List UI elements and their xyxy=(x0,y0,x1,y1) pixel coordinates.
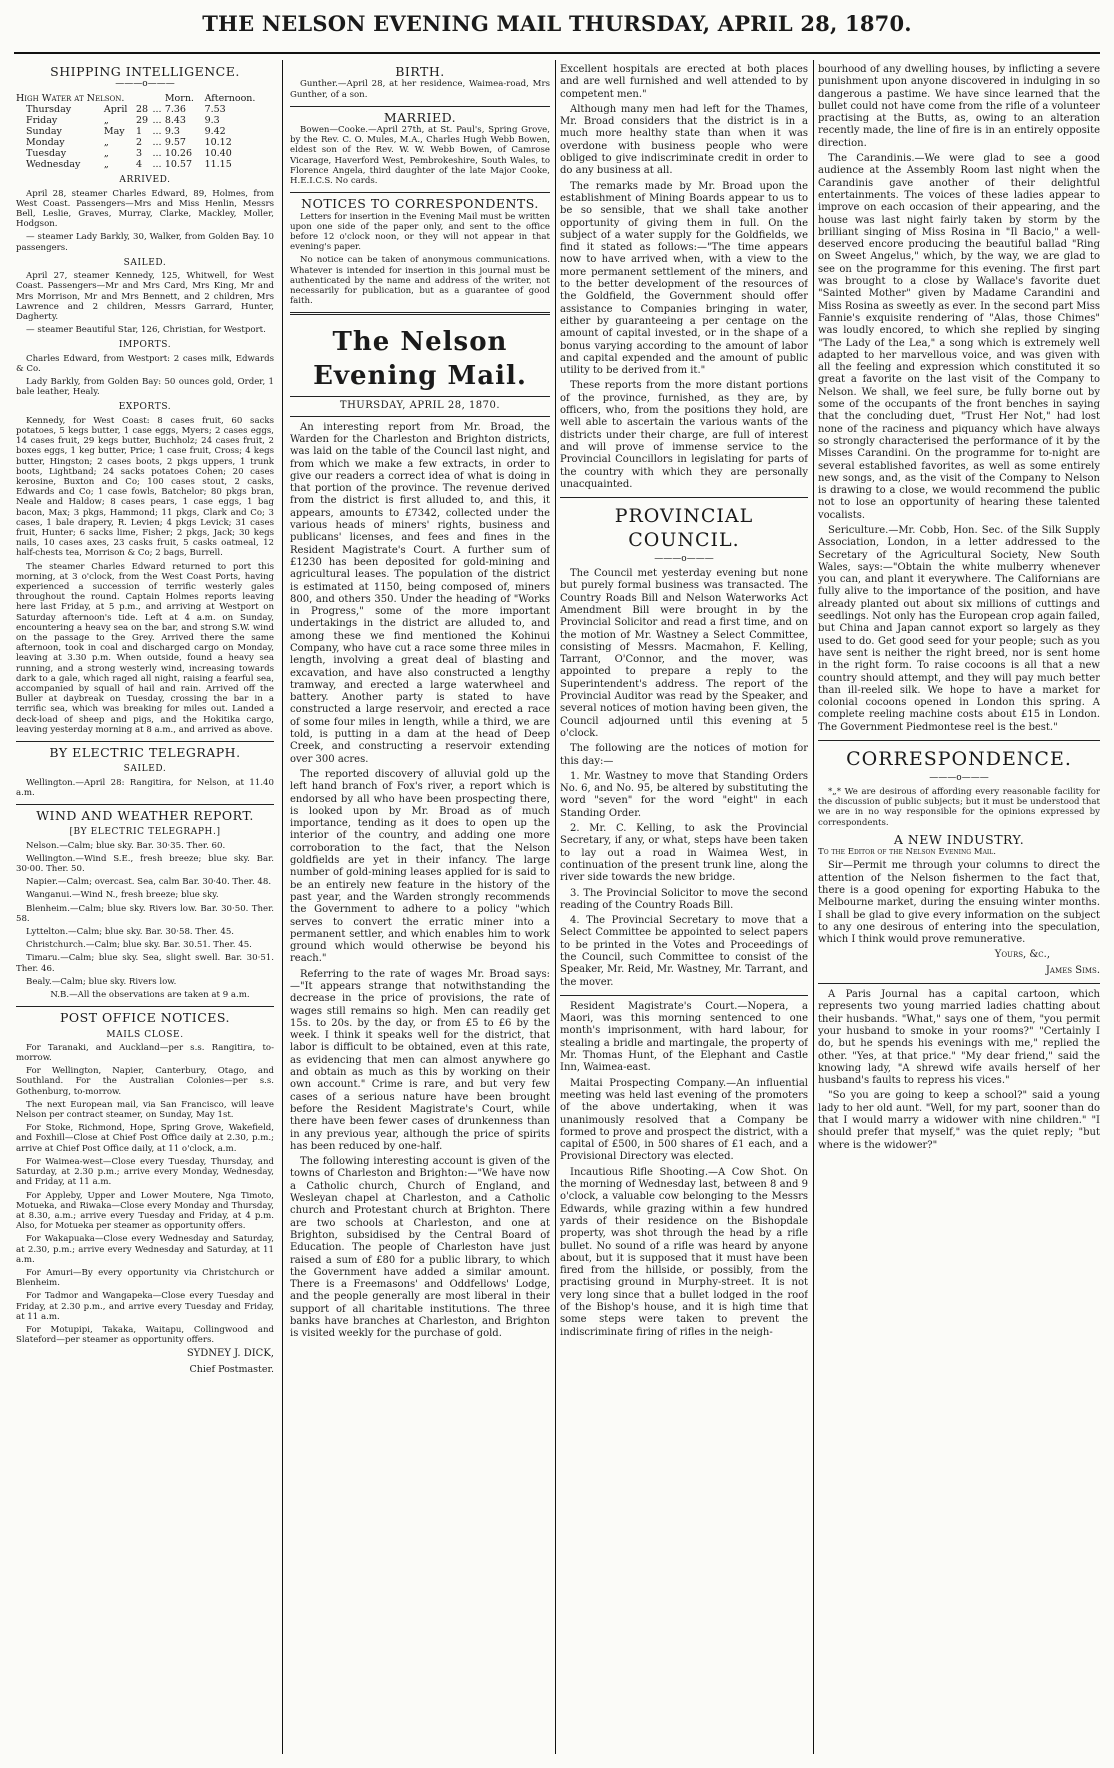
married-heading: MARRIED. xyxy=(383,109,457,125)
tide-day: Wednesday xyxy=(26,159,81,171)
council-motion: 1. Mr. Wastney to move that Standing Orders No. 6, and No. 95, be altered by substituting the word "seven" for the word "eight" in each Standing Order. xyxy=(560,770,808,819)
tide-morn: 9.3 xyxy=(164,126,180,138)
arrived-entry: April 28, steamer Charles Edward, 89, Holmes, from West Coast. Passengers—Mrs and Miss Henlin, Messrs Bell, Leslie, Graves, Murray, Clarke, Mackley, Moller, Hodgson. xyxy=(16,188,274,230)
section-rule xyxy=(290,192,550,193)
letter-signer: James Sims. xyxy=(1045,964,1100,976)
weather-entry: Wanganui.—Wind N., fresh breeze; blue sky. xyxy=(26,890,219,901)
ornament: ———o——— xyxy=(654,554,714,565)
tide-day: Friday xyxy=(26,115,58,127)
tide-date: 28 xyxy=(135,104,149,116)
tide-day: Monday xyxy=(26,137,65,149)
tide-date: 29 xyxy=(135,115,149,127)
council-heading: PROVINCIAL COUNCIL. xyxy=(614,505,754,552)
weather-entry: Bealy.—Calm; blue sky. Rivers low. xyxy=(26,976,177,987)
letter-salutation-line: To the Editor of the Nelson Evening Mail. xyxy=(818,847,997,858)
married-notice: Bowen—Cooke.—April 27th, at St. Paul's, Spring Grove, by the Rev. C. O. Mules, M.A., Charles Hugh Webb Bowen, eldest son of the Rev. W. W. Webb Bowen, of Camrose Vicarage, Haverford West, Pembrokeshire, South Wales, to Florence Angela, third daughter of the late Major Cooke, H.E.I.C.S. No cards. xyxy=(290,125,550,187)
sailed-entry: April 27, steamer Kennedy, 125, Whitwell, for West Coast. Passengers—Mr and Mrs Card, Mrs King, Mr and Mrs Morrison, Mr and Mrs Bennett, and 2 children, Mrs Lawrence and 2 children, Messrs Garrard, Hunter, Dagherty. xyxy=(16,271,274,322)
tide-header-label: High Water at Nelson. xyxy=(16,93,125,105)
tide-month: „ xyxy=(103,137,109,149)
tide-row xyxy=(16,159,274,170)
arrived-heading: ARRIVED. xyxy=(119,175,171,186)
tide-morn: 7.36 xyxy=(164,104,186,116)
shipping-heading: SHIPPING INTELLIGENCE. xyxy=(50,64,240,79)
column-3 xyxy=(560,64,808,1754)
tide-date: 1 xyxy=(135,126,143,138)
tide-aft: 10.40 xyxy=(204,148,232,160)
dateline-rule xyxy=(290,416,550,417)
article-paragraph: An interesting report from Mr. Broad, the Warden for the Charleston and Brighton districts, was laid on the table of the Council last night, and from which we make a few extracts, in order to give our readers a correct idea of what is doing in that portion of the province. The revenue derived from the district is first alluded to, and this, it appears, amounts to £7342, collected under the various heads of miners' rights, business and publicans' licenses, and fees and fines in the Resident Magistrate's Court. A further sum of £1230 has been deposited for gold-mining and agricultural leases. The population of the district is estimated at 1150, being composed of, miners 800, and others 350. Under the heading of "Works in Progress," some of the more important undertakings in the district are alluded to, and among these we find mentioned the Kohinui Company, who have cut a race some three miles in length, involving a great deal of blasting and excavation, and have also constructed a lengthy tramway, and erected a large waterwheel and battery. Another party is stated to have constructed a large reservoir, and erected a race of some four miles in length, while a third, we are told, is putting in a dam at the head of Deep Creek, and constructing a reservoir extending over 300 acres. xyxy=(290,421,550,765)
post-entry: For Motupipi, Takaka, Waitapu, Collingwood and Slateford—per steamer as opportunity offers. xyxy=(16,1324,274,1346)
ornament: ———o——— xyxy=(929,773,989,784)
tide-morn: 10.57 xyxy=(164,159,193,171)
section-rule xyxy=(560,497,808,498)
tide-aft: 10.12 xyxy=(204,137,232,149)
notice-paragraph: Letters for insertion in the Evening Mail must be written upon one side of the paper only, and sent to the office before 12 o'clock noon, or they will not appear in that evening's paper. xyxy=(290,211,550,253)
tide-morn: 8.43 xyxy=(164,115,186,127)
tide-row xyxy=(16,115,274,126)
article-paragraph: Referring to the rate of wages Mr. Broad says:—"It appears strange that notwithstanding the decrease in the price of provisions, the rate of wages still remains so high. Men can readily get 15s. to 20s. by the day, or from £5 to £6 by the week. I think it speaks well for the district, that labor is difficult to be obtained, even at this rate, as evidencing that men can almost anywhere go and obtain as much as this by working on their own account." Crime is rare, and but very few cases of a serious nature have been brought before the Resident Magistrate's Court, while there have been fewer cases of drunkenness than in any previous year, although the price of spirits has been reduced by one-half. xyxy=(290,968,550,1152)
local-news-item: The Carandinis.—We were glad to see a good audience at the Assembly Room last night when the Carandinis gave another of their delightful entertainments. The voices of these ladies appear to improve on each occasion of their appearing, and the house was last night fairly taken by storm by the brilliant singing of Miss Rosina in "Il Bacio," a well-deserved encore producing the beautiful ballad "Ring on Sweet Angelus," which, by the way, we are glad to see on the programme for this evening. The first part was brought to a close by Wallace's favorite duet "Sainted Mother" given by Madame Carandini and Miss Rosina as sweetly as ever. In the second part Miss Fannie's exquisite rendering of "Alas, those Chimes" was loudly encored, to which she replied by singing "The Lady of the Lea," a song which is extremely well adapted to her marvellous voice, and was given with all the feeling and expression which constituted it so great a favorite on the last visit of the Company to Nelson. We shall, we feel sure, be fully borne out by some of the occupants of the front benches in saying that the concluding duet, "Trust Her Not," had lost none of the raciness and piquancy which have always so strongly characterised the performance of it by the Misses Carandini. On the programme for to-night are several established favorites, as well as some entirely new songs, and, as the visit of the Company to Nelson is drawing to a close, we would recommend the public not to lose an opportunity of hearing these talented vocalists. xyxy=(818,153,1100,521)
imports-entry: Lady Barkly, from Golden Bay: 50 ounces gold, Order, 1 bale leather, Healy. xyxy=(16,377,274,398)
dateline: THURSDAY, APRIL 28, 1870. xyxy=(339,400,501,412)
post-heading: POST OFFICE NOTICES. xyxy=(60,1010,230,1026)
council-motion: 4. The Provincial Secretary to move that a Select Committee be appointed to select papers to be printed in the Votes and Proceedings of the Council, such Committee to consist of the Speaker, Mr. Reid, Mr. Wastney, Mr. Tarrant, and the mover. xyxy=(560,915,808,988)
weather-entry: Nelson.—Calm; blue sky. Bar. 30·35. Ther. 60. xyxy=(26,840,226,851)
weather-entry: Blenheim.—Calm; blue sky. Rivers low. Bar. 30·50. Ther. 58. xyxy=(16,903,274,924)
article-continued: Excellent hospitals are erected at both places and are well furnished and well attended to by competent men." xyxy=(560,64,808,100)
post-entry: The next European mail, via San Francisco, will leave Nelson per contract steamer, on Sunday, May 1st. xyxy=(16,1099,274,1121)
council-paragraph: The Council met yesterday evening but none but purely formal business was transacted. The Country Roads Bill and Nelson Waterworks Act Amendment Bill were brought in by the Provincial Solicitor and read a first time, and on the motion of Mr. Wastney a Select Committee, consisting of Messrs. Macmahon, F. Kelling, Tarrant, O'Connor, and the mover, was appointed to prepare a reply to the Superintendent's address. The report of the Provincial Auditor was read by the Speaker, and several notices of motion having been given, the Council adjourned until this evening at 5 o'clock. xyxy=(560,568,808,739)
tide-date: 2 xyxy=(135,137,143,149)
notices-heading: NOTICES TO CORRESPONDENTS. xyxy=(301,196,539,212)
birth-notice: Gunther.—April 28, at her residence, Waimea-road, Mrs Gunther, of a son. xyxy=(290,79,550,100)
column-rule-2 xyxy=(555,60,556,1754)
shipping-report: The steamer Charles Edward returned to port this morning, at 3 o'clock, from the West Coast Ports, having experienced a succession of terrific westerly gales throughout the round. Captain Holmes reports leaving here last Friday, at 5 p.m., and arriving at Westport on Saturday afternoon's tide. Left at 4 a.m. on Sunday, encountering a heavy sea on the bar, and strong S.W. wind on the passage to the Grey. Arrived there the same afternoon, took in coal and discharged cargo on Monday, leaving at 3.30 p.m. When outside, found a heavy sea running, and a strong westerly wind, increasing towards dark to a gale, which raged all night, raising a fearful sea, accompanied by squall of hail and rain. Arrived off the Buller at daybreak on Tuesday, crossing the bar in a terrific sea, which was breaking for miles out. Landed a deck-load of sheep and pigs, and the Hokitika cargo, leaving yesterday morning at 8 a.m., and arrived as above. xyxy=(16,561,274,735)
weather-entry: Napier.—Calm; overcast. Sea, calm Bar. 30·40. Ther. 48. xyxy=(26,877,272,888)
section-rule xyxy=(16,741,274,742)
column-4 xyxy=(818,64,1100,1754)
post-entry: For Amuri—By every opportunity via Christchurch or Blenheim. xyxy=(16,1267,274,1289)
tide-header-morn: Morn. xyxy=(164,93,194,105)
telegraph-heading: BY ELECTRIC TELEGRAPH. xyxy=(49,745,241,761)
tide-dots: ... xyxy=(152,104,162,116)
tide-dots: ... xyxy=(152,115,162,127)
tide-row xyxy=(16,104,274,115)
tide-date: 4 xyxy=(135,159,143,171)
post-entry: For Waimea-west—Close every Tuesday, Thursday, and Saturday, at 2.30 p.m.; arrive every Monday, Wednesday, and Friday, at 11 a.m. xyxy=(16,1156,274,1188)
tide-dots: ... xyxy=(152,148,162,160)
tide-aft: 9.42 xyxy=(204,126,226,138)
letter-heading: A NEW INDUSTRY. xyxy=(893,831,1025,847)
section-rule xyxy=(818,740,1100,741)
tide-row xyxy=(16,148,274,159)
arrived-entry: — steamer Lady Barkly, 30, Walker, from Golden Bay. 10 passengers. xyxy=(16,232,274,253)
tide-day: Sunday xyxy=(26,126,62,138)
article-paragraph: The reported discovery of alluvial gold up the left hand branch of Fox's river, a report which is endorsed by all who have been prospecting there, is looked upon by Mr. Broad as of much importance, tending as it does to open up the interior of the country, and adding one more corroboration to the fact, that the Nelson goldfields are yet in their infancy. The large number of gold-mining leases applied for is said to be an entirely new feature in the history of the past year, and the Warden strongly recommends the Government to adhere to a policy "which serves to convert the erratic miner into a permanent settler, and which enables him to work ground which would otherwise be beyond his reach." xyxy=(290,768,550,965)
post-signature-title: Chief Postmaster. xyxy=(189,1363,274,1375)
telegraph-sailed-heading: SAILED. xyxy=(123,764,167,775)
notice-paragraph: No notice can be taken of anonymous communications. Whatever is intended for insertion in this journal must be authenticated by the name and address of the writer, not necessarily for publication, but as a guarantee of good faith. xyxy=(290,255,550,307)
banner-rule xyxy=(290,396,550,397)
tide-dots: ... xyxy=(152,159,162,171)
letter-body: Sir—Permit me through your columns to direct the attention of the Nelson fishermen to the fact that, there is a good opening for exporting Habuka to the Melbourne market, during the ensuing winter months. I shall be glad to give every information on the subject to any one desirous of entering into the speculation, which I think would prove remunerative. xyxy=(818,860,1100,946)
anecdote-paragraph: A Paris Journal has a capital cartoon, which represents two young married ladies chatting about their husbands. "What," says one of them, "you permit your husband to smoke in your rooms?" "Certainly I do, but he spends his evenings with me," replied the other. "Yes, at that price." "My dear friend," said the knowing lady, "A shrewd wife avails herself of her husband's faults to repress his vices." xyxy=(818,989,1100,1087)
tide-row xyxy=(16,137,274,148)
imports-entry: Charles Edward, from Westport: 2 cases milk, Edwards & Co. xyxy=(16,353,274,374)
tide-month: April xyxy=(103,104,128,116)
sailed-entry: — steamer Beautiful Star, 126, Christian, for Westport. xyxy=(26,325,266,336)
post-entry: For Taranaki, and Auckland—per s.s. Rangitira, to-morrow. xyxy=(16,1042,274,1064)
post-entry: For Appleby, Upper and Lower Moutere, Nga Timoto, Motueka, and Riwaka—Close every Monday and Thursday, at 8.30, a.m.; arrive every Tuesday and Friday, at 4 p.m. Also, for Motueka per steamer as opportunity offers. xyxy=(16,1190,274,1232)
article-paragraph: Although many men had left for the Thames, Mr. Broad considers that the district is in a much more healthy state than when it was overdone with business people who were obliged to give indiscriminate credit in order to do any business at all. xyxy=(560,103,808,177)
local-news-item: Sericulture.—Mr. Cobb, Hon. Sec. of the Silk Supply Association, London, in a letter addressed to the Secretary of the Agricultural Society, New South Wales, says:—"Obtain the white mulberry whenever you can, and plant it everywhere. The Californians are fully alive to the importance of the position, and have already planted out about six millions of cuttings and seedlings. Not only has the European crop again failed, but China and Japan cannot export so largely as they used to do. Get good seed for your people; such as you have sent is neither the right breed, nor is sent home in the right form. To raise cocoons is all that a new country should attempt, and they will pay much better than ill-reeled silk. We hope to have a market for colonial cocoons opened in London this spring. A complete reeling machine costs about £15 in London. The Government Piedmontese reel is the best." xyxy=(818,524,1100,733)
tide-dots: ... xyxy=(152,137,162,149)
local-news-continued: bourhood of any dwelling houses, by inflicting a severe punishment upon anyone discovered in indulging in so dangerous a pastime. We have since learned that the bullet could not have come from the rifle of a volunteer practising at the Butts, as, owing to an alteration recently made, the line of fire is in an entirely opposite direction. xyxy=(818,64,1100,149)
tide-header-row xyxy=(16,93,274,104)
sailed-heading: SAILED. xyxy=(123,257,167,268)
tide-header-aft: Afternoon. xyxy=(204,93,256,105)
weather-heading: WIND AND WEATHER REPORT. xyxy=(36,808,254,824)
tide-morn: 9.57 xyxy=(164,137,186,149)
imports-heading: IMPORTS. xyxy=(118,340,172,351)
tide-month: May xyxy=(103,126,125,138)
post-entry: For Tadmor and Wangapeka—Close every Tuesday and Friday, at 2.30 p.m., and arrive every Tuesday and Friday, at 11 a.m. xyxy=(16,1291,274,1322)
tide-morn: 10.26 xyxy=(164,148,193,160)
column-rule-3 xyxy=(813,60,814,1754)
article-paragraph: The remarks made by Mr. Broad upon the establishment of Mining Boards appear to us to be so sensible, that we shall take another opportunity of giving them in full. On the subject of a water supply for the Goldfields, we find it stated as follows:—"The time appears now to have arrived when, with a view to the more permanent settlement of the miners, and to the better development of the resources of the Goldfield, the Government should offer assistance to Companies bringing in water, either by guaranteeing a per centage on the amount of capital invested, or in the shape of a bonus varying according to the amount of labor and capital expended and the amount of public utility to be derived from it." xyxy=(560,180,808,377)
section-rule xyxy=(818,983,1100,984)
tide-day: Thursday xyxy=(26,104,72,116)
tide-aft: 7.53 xyxy=(204,104,226,116)
ornament: ———o——— xyxy=(115,79,175,90)
tide-day: Tuesday xyxy=(26,148,67,160)
tide-aft: 9.3 xyxy=(204,115,220,127)
newspaper-banner: The Nelson Evening Mail. xyxy=(313,327,527,392)
section-rule xyxy=(290,312,550,315)
tide-aft: 11.15 xyxy=(204,159,232,171)
anecdote-paragraph: "So you are going to keep a school?" said a young lady to her old aunt. "Well, for my part, sooner than do that I would marry a widower with nine children." "I should prefer that myself," was the quiet reply; "but where is the widower?" xyxy=(818,1090,1100,1151)
tide-date: 3 xyxy=(135,148,143,160)
weather-subheading: [BY ELECTRIC TELEGRAPH.] xyxy=(69,827,221,838)
council-motion: 2. Mr. C. Kelling, to ask the Provincial Secretary, if any, or what, steps have been taken to lay out a road in Waimea West, in continuation of the present trunk line, along the river side towards the new bridge. xyxy=(560,823,808,884)
tide-dots: ... xyxy=(152,126,162,138)
correspondence-note: *„* We are desirous of affording every reasonable facility for the discussion of public subjects; but it must be understood that we are in no way responsible for the opinions expressed by correspondents. xyxy=(818,787,1100,828)
post-signature: SYDNEY J. DICK, xyxy=(186,1348,274,1360)
column-rule-1 xyxy=(282,60,283,1754)
article-paragraph: The following interesting account is given of the towns of Charleston and Brighton:—"We have now a Catholic church, Church of England, and Wesleyan chapel at Charleston, and a Catholic church and Protestant church at Brighton. There are two schools at Charleston, and one at Brighton, subsidised by the Central Board of Education. The people of Charleston have just raised a sum of £80 for a public library, to which the Government have added a similar amount. There is a Freemasons' and Oddfellows' Lodge, and the people generally are most liberal in their support of all charitable institutions. The three banks have branches at Charleston, and Brighton is visited weekly for the purchase of gold. xyxy=(290,1156,550,1340)
column-2 xyxy=(290,64,550,1754)
tide-month: „ xyxy=(103,148,109,160)
masthead-rule xyxy=(14,52,1100,54)
exports-heading: EXPORTS. xyxy=(118,402,172,413)
telegraph-entry: Wellington.—April 28: Rangitira, for Nelson, at 11.40 a.m. xyxy=(16,777,274,798)
council-paragraph: The following are the notices of motion for this day:— xyxy=(560,743,808,767)
weather-entry: Christchurch.—Calm; blue sky. Bar. 30.51. Ther. 45. xyxy=(26,940,252,951)
correspondence-heading: CORRESPONDENCE. xyxy=(846,748,1072,771)
section-rule xyxy=(290,106,550,107)
section-rule xyxy=(16,804,274,805)
article-paragraph: These reports from the more distant portions of the province, furnished, as they are, by officers, who, from the positions they hold, are well able to ascertain the various wants of the districts under their charge, are full of interest and will prove of immense service to the Provincial Councillors in legislating for parts of the country with which they are personally unacquainted. xyxy=(560,380,808,490)
local-news-item: Resident Magistrate's Court.—Nopera, a Maori, was this morning sentenced to one month's imprisonment, with hard labour, for stealing a bridle and martingale, the property of Mr. Thomas Hunt, of the Elephant and Castle Inn, Waimea-east. xyxy=(560,1000,808,1074)
post-subheading: MAILS CLOSE. xyxy=(106,1029,184,1040)
weather-entry: Wellington.—Wind S.E., fresh breeze; blue sky. Bar. 30·00. Ther. 50. xyxy=(16,853,274,875)
section-rule xyxy=(16,1006,274,1007)
exports-entry: Kennedy, for West Coast: 8 cases fruit, 60 sacks potatoes, 5 kegs butter, 1 case eggs, Myers; 2 cases eggs, 14 cases fruit, 29 kegs butter, Buchholz; 24 cases fruit, 2 boxes eggs, 1 keg butter, Price; 1 case fruit, Cross; 4 kegs butter, Hingston; 2 cases boots, 2 pkgs uppers, 1 trunk boots, Lightband; 24 sacks potatoes Cohen; 20 cases kerosine, Buxton and Co; 100 cases stout, 2 casks, Edwards and Co; 1 case fowls, Batchelor; 80 pkgs bran, Neale and Haldow; 8 cases pears, 1 case eggs, 1 bag bacon, Max; 3 pkgs, Hammond; 11 pkgs, Clark and Co; 3 cases, 1 bale drapery, R. Levien; 4 pkgs Levick; 31 cases fruit, Hunter; 6 sacks lime, Fisher; 2 pkgs, Jack; 30 kegs nails, 10 cases axes, 23 casks fruit, 5 casks oatmeal, 12 half-chests tea, Morrison & Co; 2 bags, Burrell. xyxy=(16,415,274,559)
letter-closing: Yours, &c., xyxy=(994,949,1050,961)
local-news-item: Incautious Rifle Shooting.—A Cow Shot. On the morning of Wednesday last, between 8 and 9 o'clock, a valuable cow belonging to the Messrs Edwards, while grazing within a few hundred yards of their residence on the Bishopdale property, was shot through the head by a rifle bullet. No sound of a rifle was heard by anyone about, but it is supposed that it must have been fired from the hillside, or possibly, from the practising ground in Murphy-street. It is not very long since that a bullet lodged in the roof of the Bishop's house, and it is high time that some steps were taken to prevent the indiscriminate firing of rifles in the neigh- xyxy=(560,1166,808,1338)
post-entry: For Wellington, Napier, Canterbury, Otago, and Southland. For the Australian Colonies—per s.s. Gothenburg, to-morrow. xyxy=(16,1066,274,1097)
tide-row xyxy=(16,126,274,137)
post-entry: For Stoke, Richmond, Hope, Spring Grove, Wakefield, and Foxhill—Close at Chief Post Office daily at 2.30, p.m.; arrive at Chief Post Office daily, at 11 o'clock, a.m. xyxy=(16,1123,274,1154)
birth-heading: BIRTH. xyxy=(395,64,445,79)
tide-month: „ xyxy=(103,115,109,127)
column-1 xyxy=(16,64,274,1754)
masthead: THE NELSON EVENING MAIL THURSDAY, APRIL 28, 1870. xyxy=(202,11,912,36)
local-news-item: Maitai Prospecting Company.—An influential meeting was held last evening of the promoters of the above undertaking, when it was unanimously resolved that a Company be formed to prove and prospect the district, with a capital of £500, in 500 shares of £1 each, and a Provisional Directory was elected. xyxy=(560,1077,808,1163)
tide-table xyxy=(16,93,274,170)
weather-entry: Lyttelton.—Calm; blue sky. Bar. 30·58. Ther. 45. xyxy=(26,927,235,938)
weather-entry: Timaru.—Calm; blue sky. Sea, slight swell. Bar. 30·51. Ther. 46. xyxy=(16,953,274,974)
post-entry: For Wakapuaka—Close every Wednesday and Saturday, at 2.30, p.m.; arrive every Wednesday and Saturday, at 11 a.m. xyxy=(16,1234,274,1265)
weather-note: N.B.—All the observations are taken at 9 a.m. xyxy=(50,990,250,1001)
tide-month: „ xyxy=(103,159,109,171)
council-motion: 3. The Provincial Solicitor to move the second reading of the Country Roads Bill. xyxy=(560,887,808,911)
section-rule xyxy=(560,995,808,996)
